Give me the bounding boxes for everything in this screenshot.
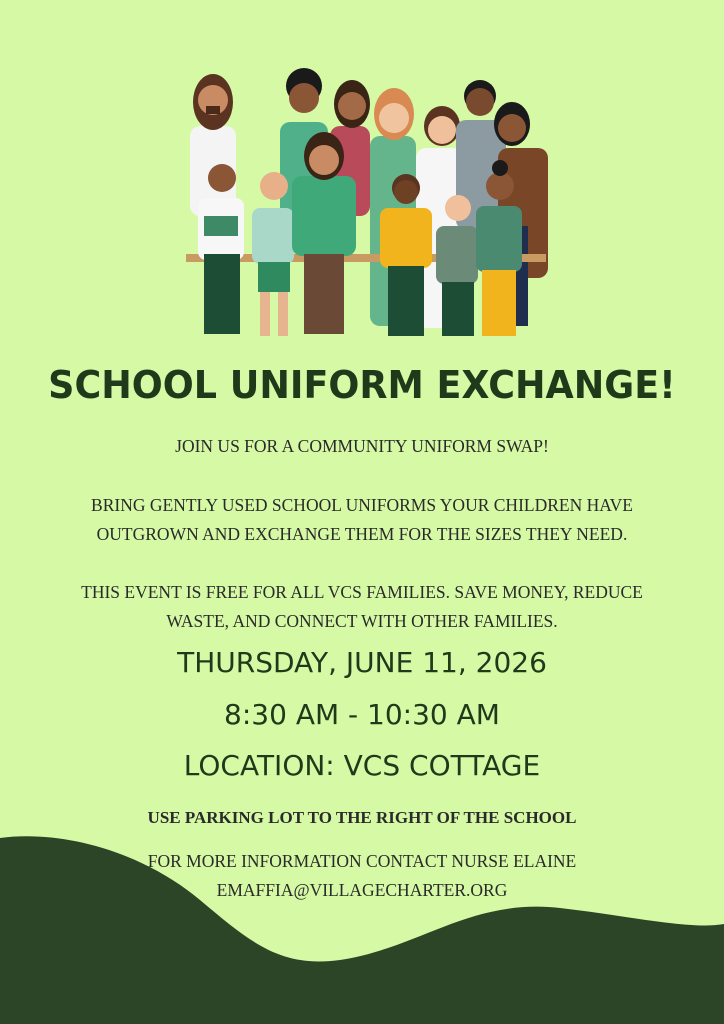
event-date: THURSDAY, JUNE 11, 2026 [177, 646, 547, 679]
contact-email[interactable]: EMAFFIA@VILLAGECHARTER.ORG [216, 880, 508, 900]
flyer-title: SCHOOL UNIFORM EXCHANGE! [48, 363, 676, 407]
contact-text-line-1: FOR MORE INFORMATION CONTACT NURSE ELAINE [147, 851, 577, 871]
event-location: LOCATION: VCS COTTAGE [183, 749, 541, 782]
bring-text-line-1: BRING GENTLY USED SCHOOL UNIFORMS YOUR CHILDREN HAVE [91, 495, 633, 515]
intro-text: JOIN US FOR A COMMUNITY UNIFORM SWAP! [175, 436, 549, 456]
people-illustration [180, 66, 564, 350]
event-time: 8:30 AM - 10:30 AM [224, 698, 500, 731]
free-text-line-2: WASTE, AND CONNECT WITH OTHER FAMILIES. [166, 611, 558, 631]
bring-text-line-2: OUTGROWN AND EXCHANGE THEM FOR THE SIZES THEY NEED. [96, 524, 628, 544]
adult-figure-1 [190, 74, 236, 216]
parking-note: USE PARKING LOT TO THE RIGHT OF THE SCHOOL [147, 808, 577, 827]
free-text-line-1: THIS EVENT IS FREE FOR ALL VCS FAMILIES. SAVE MONEY, REDUCE [81, 582, 643, 602]
